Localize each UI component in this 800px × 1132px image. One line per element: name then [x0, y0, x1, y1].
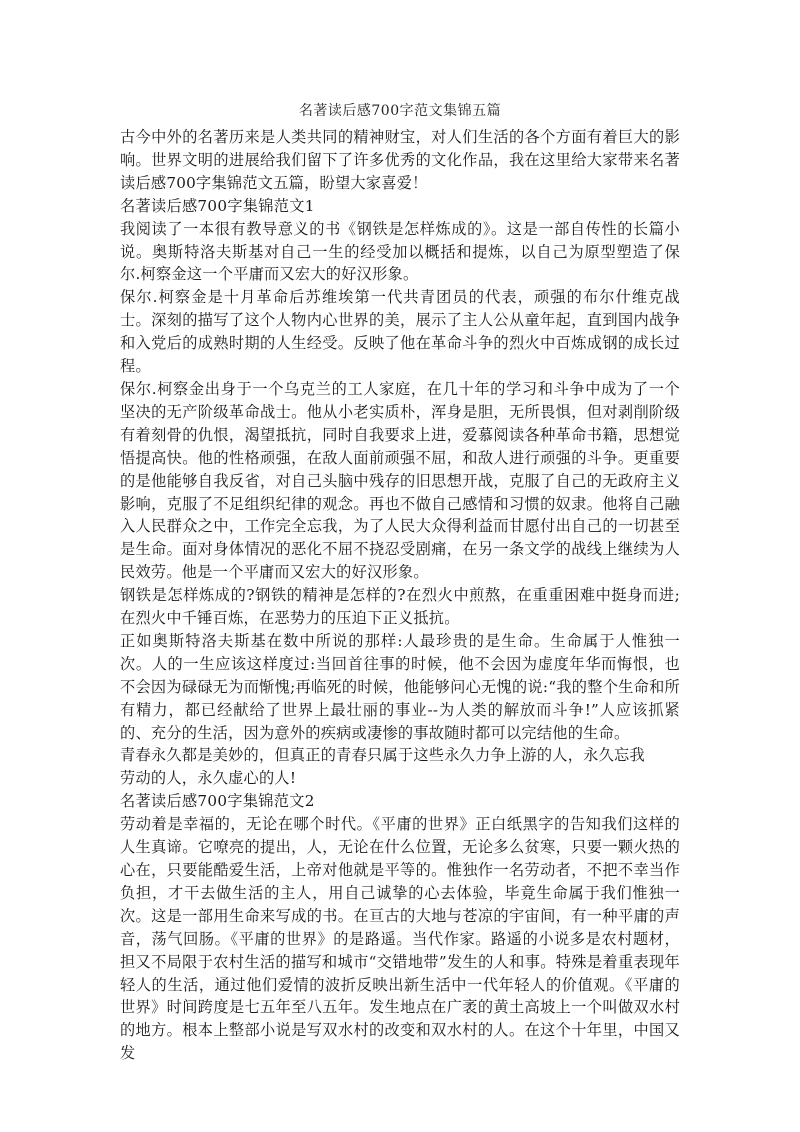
body-paragraph: 劳动着是幸福的，无论在哪个时代。《平庸的世界》正白纸黑字的告知我们这样的人生真谛。它嘹亮的提出，人，无论在什么位置，无论多么贫寒，只要一颗火热的心在，只要能酷爱生活，上帝对他就是平等的。惟独作一名劳动者，不把不幸当作负担，才干去做生活的主人，用自己诚挚的心去体验，毕竟生命属于我们惟独一次。这是一部用生命来写成的书。在亘古的大地与苍凉的宇宙间，有一种平庸的声音，荡气回肠。《平庸的世界》的是路遥。当代作家。路遥的小说多是农村题材，担又不局限于农村生活的描写和城市“交错地带”发生的人和事。特殊是着重表现年轻人的生活，通过他们爱情的波折反映出新生活中一代年轻人的价值观。《平庸的世界》时间跨度是七五年至八五年。发生地点在广袤的黄土高坡上一个叫做双水村的地方。根本上整部小说是写双水村的改变和双水村的人。在这个十年里，中国又发 [120, 815, 680, 1063]
body-paragraph: 我阅读了一本很有教导意义的书《钢铁是怎样炼成的》。这是一部自传性的长篇小说。奥斯特洛夫斯基对自己一生的经受加以概括和提炼，以自己为原型塑造了保尔.柯察金这一个平庸而又宏大的好汉形象。 [120, 219, 680, 284]
body-paragraph: 劳动的人，永久虚心的人! [120, 769, 297, 788]
body-paragraph: 保尔.柯察金是十月革命后苏维埃第一代共青团员的代表，顽强的布尔什维克战士。深刻的描写了这个人物内心世界的美，展示了主人公从童年起，直到国内战争和入党后的成熟时期的人生经受。反映了他在革命斗争的烈火中百炼成钢的成长过程。 [120, 288, 680, 376]
body-paragraph: 正如奥斯特洛夫斯基在数中所说的那样:人最珍贵的是生命。生命属于人惟独一次。人的一生应该这样度过:当回首往事的时候，他不会因为虚度年华而悔恨，也不会因为碌碌无为而惭愧;再临死的时候，他能够问心无愧的说:“我的整个生命和所有精力，都已经献给了世界上最壮丽的事业--为人类的解放而斗争!”人应该抓紧的、充分的生活，因为意外的疾病或凄惨的事故随时都可以完结他的生命。 [120, 631, 680, 742]
intro-paragraph: 古今中外的名著历来是人类共同的精神财宝，对人们生活的各个方面有着巨大的影响。世界文明的进展给我们留下了许多优秀的文化作品，我在这里给大家带来名著读后感700字集锦范文五篇，盼望大家喜爱！ [120, 128, 680, 192]
section-heading-1: 名著读后感700字集锦范文1 [120, 196, 315, 215]
body-paragraph: 钢铁是怎样炼成的?钢铁的精神是怎样的?在烈火中煎熬，在重重困难中挺身而进;在烈火中千锤百炼，在恶势力的压迫下正义抵抗。 [120, 586, 680, 628]
document-title: 名著读后感700字范文集锦五篇 [298, 103, 502, 119]
body-paragraph: 青春永久都是美妙的，但真正的青春只属于这些永久力争上游的人，永久忘我 [120, 746, 645, 765]
document-body [120, 126, 680, 1065]
section-heading-2: 名著读后感700字集锦范文2 [120, 792, 315, 811]
body-paragraph: 保尔.柯察金出身于一个乌克兰的工人家庭，在几十年的学习和斗争中成为了一个坚决的无产阶级革命战士。他从小老实质朴，浑身是胆，无所畏惧，但对剥削阶级有着刻骨的仇恨，渴望抵抗，同时自我要求上进，爱慕阅读各种革命书籍，思想觉悟提高快。他的性格顽强，在敌人面前顽强不屈，和敌人进行顽强的斗争。更重要的是他能够自我反省，对自己头脑中残存的旧思想开战，克服了自己的无政府主义影响，克服了不足组织纪律的观念。再也不做自己感情和习惯的奴隶。他将自己融入人民群众之中，工作完全忘我，为了人民大众得利益而甘愿付出自己的一切甚至是生命。面对身体情况的恶化不屈不挠忍受剧痛，在另一条文学的战线上继续为人民效劳。他是一个平庸而又宏大的好汉形象。 [120, 379, 680, 582]
